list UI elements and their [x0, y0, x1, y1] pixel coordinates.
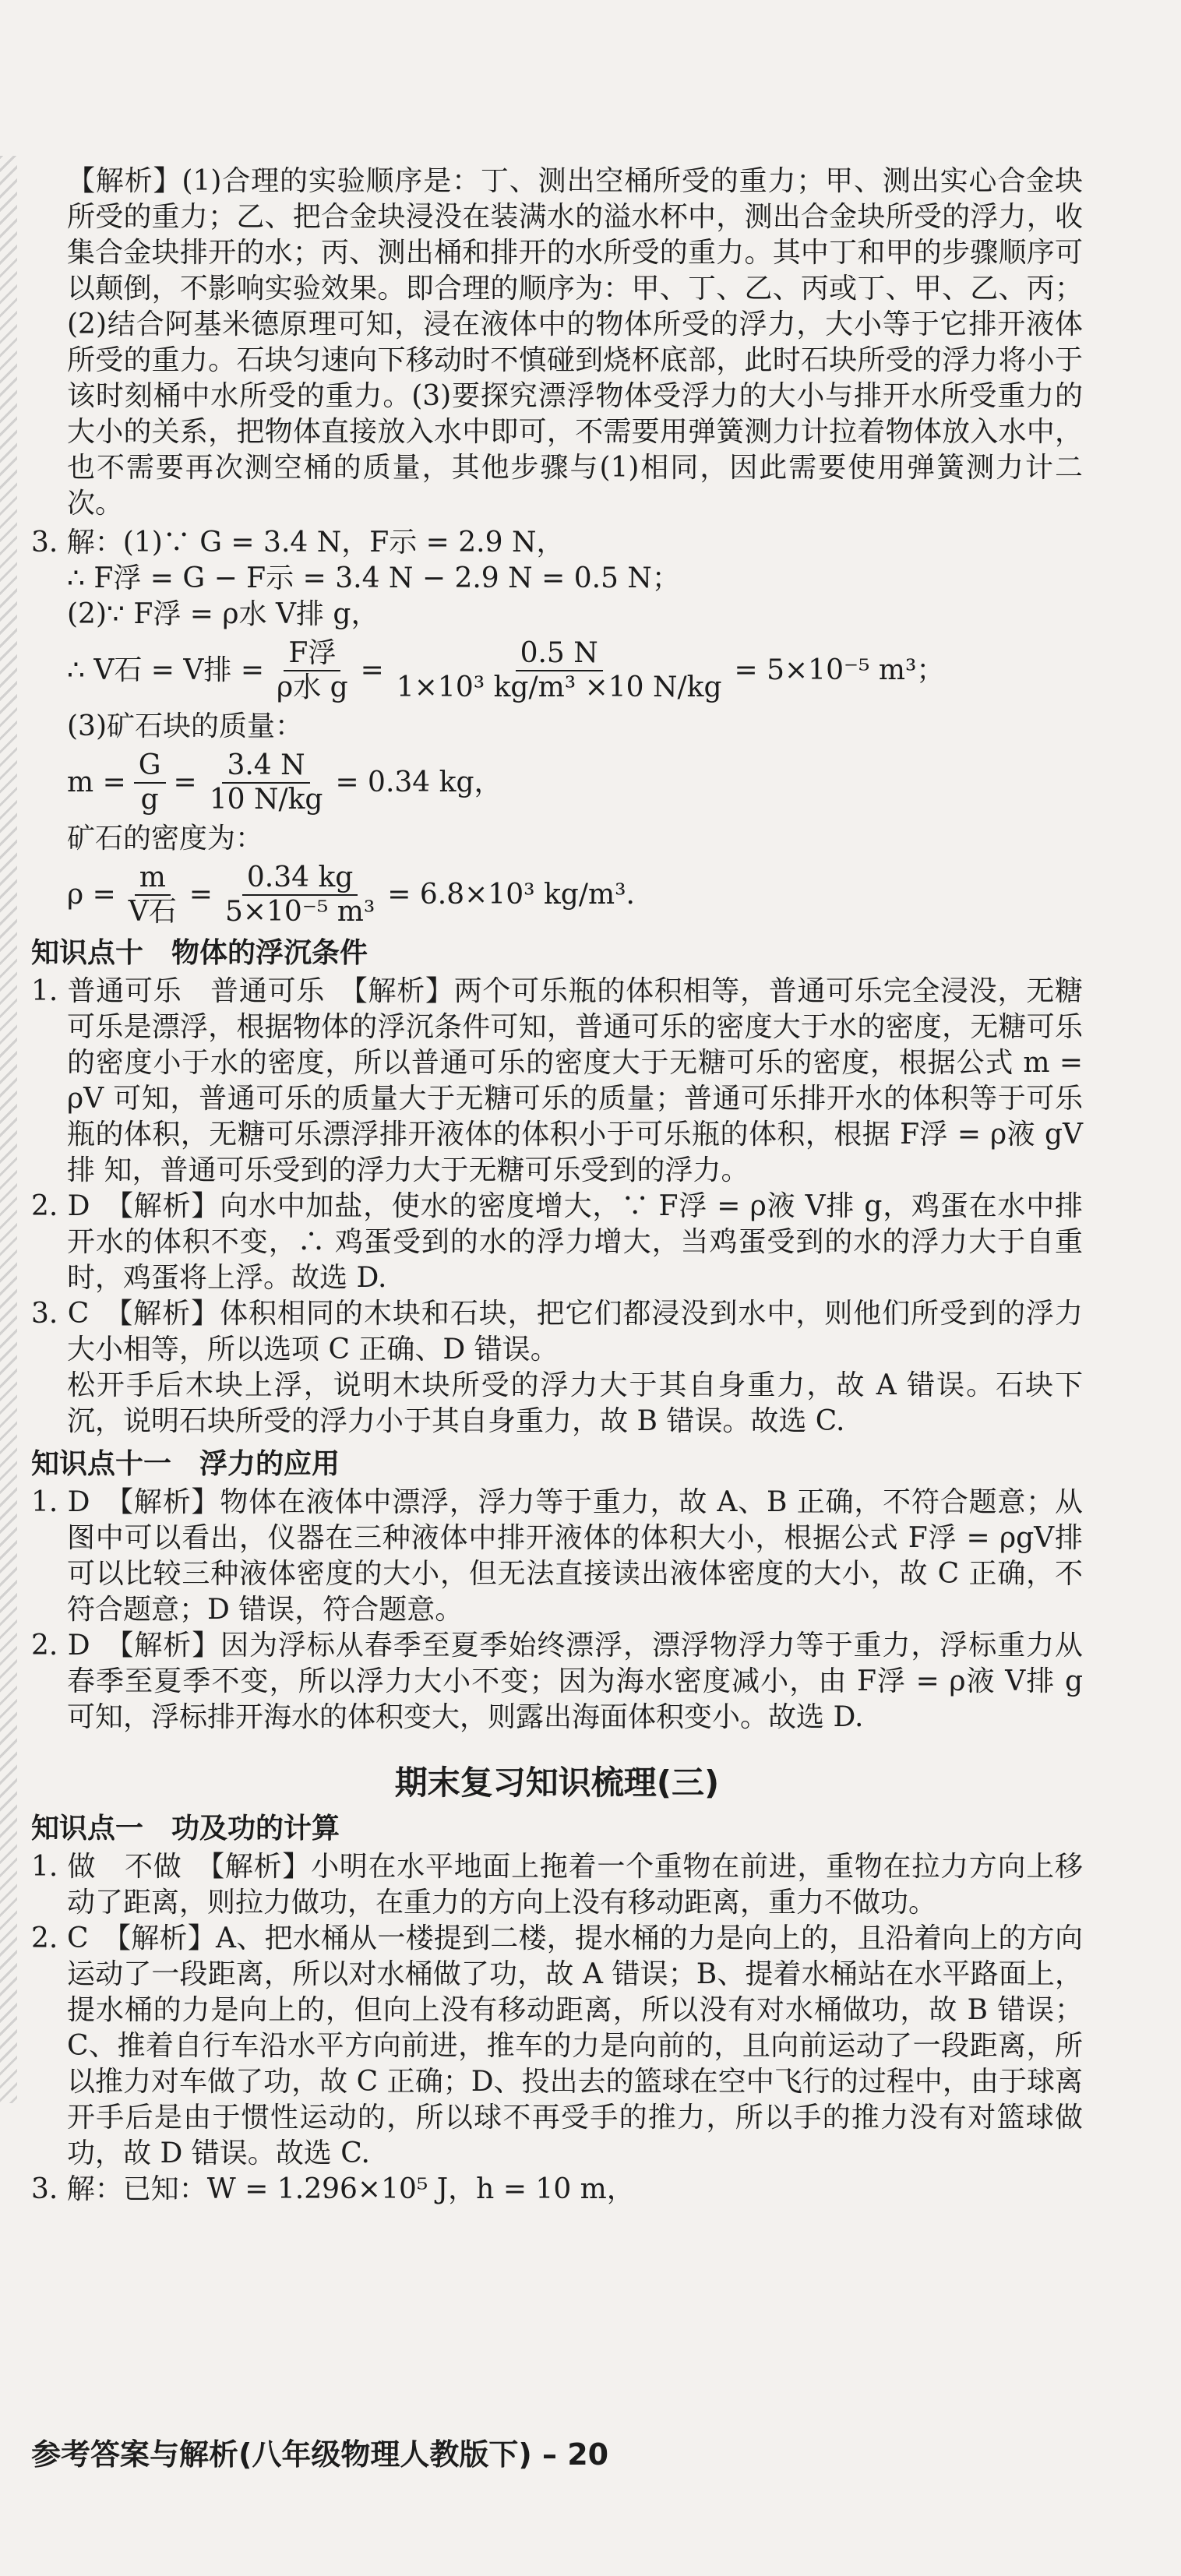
q3-line7: 矿石的密度为：	[67, 823, 264, 855]
fraction-numerator: F浮	[284, 637, 340, 671]
page-binding-edge	[0, 156, 17, 2103]
fraction	[220, 862, 379, 929]
fraction-numerator: m	[135, 862, 171, 896]
s10-question-3a: 3. C 【解析】体积相同的木块和石块，把它们都浸没到水中，则他们所受到的浮力大小相等，所以选项 C 正确、D 错误。	[31, 1298, 1083, 1366]
q3-line3: (2)∵ F浮 = ρ水 V排 g，	[67, 598, 379, 630]
section-heading-work: 知识点一 功及功的计算	[31, 1813, 340, 1845]
eq-result: = 6.8×10³ kg/m³.	[387, 879, 635, 911]
s10-question-1: 1. 普通可乐 普通可乐 【解析】两个可乐瓶的体积相等，普通可乐完全浸没，无糖可乐是漂浮，根据物体的浮沉条件可知，普通可乐的密度大于水的密度，无糖可乐的密度小于水的密度，所以普通可乐的密度大于无糖可乐的密度，根据公式 m = ρV 可知，普通可乐的质量大于无糖可乐的质量；普通可乐排开水的体积等于可乐瓶的体积，无糖可乐漂浮排开液体的体积小于可乐瓶的体积，根据 F浮 = ρ液 gV排 知，普通可乐受到的浮力大于无糖可乐受到的浮力。	[31, 975, 1083, 1186]
q2-analysis: 【解析】(1)合理的实验顺序是：丁、测出空桶所受的重力；甲、测出实心合金块所受的重力；乙、把合金块浸没在装满水的溢水杯中，测出合金块所受的浮力，收集合金块排开的水；丙、测出桶和排开的水所受的重力。其中丁和甲的步骤顺序可以颠倒，不影响实验效果。即合理的顺序为：甲、丁、乙、丙或丁、甲、乙、丙；(2)结合阿基米德原理可知，浸在液体中的物体所受的浮力，大小等于它排开液体所受的重力。石块匀速向下移动时不慎碰到烧杯底部，此时石块所受的浮力将小于该时刻桶中水所受的重力。(3)要探究漂浮物体受浮力的大小与排开水所受重力的大小的关系，把物体直接放入水中即可，不需要用弹簧测力计拉着物体放入水中，也不需要再次测空桶的质量，其他步骤与(1)相同，因此需要使用弹簧测力计二次。	[67, 165, 1083, 520]
fraction	[205, 749, 328, 816]
eq-sign: =	[173, 766, 197, 798]
q3-line5: (3)矿石块的质量：	[67, 710, 303, 742]
work-question-3: 3. 解：已知：W = 1.296×10⁵ J，h = 10 m，	[31, 2173, 635, 2205]
eq-prefix: ∴ V石 = V排 =	[67, 654, 265, 686]
q3-density-equation	[31, 862, 1083, 929]
fraction-denominator: V石	[128, 896, 177, 928]
s10-question-3b: 松开手后木块上浮，说明木块所受的浮力大于其自身重力，故 A 错误。石块下沉，说明石块所受的浮力小于其自身重力，故 B 错误。故选 C.	[67, 1369, 1083, 1437]
fraction-denominator: 1×10³ kg/m³ ×10 N/kg	[396, 671, 722, 703]
fraction	[124, 862, 182, 929]
eq-sign: =	[189, 879, 213, 911]
fraction-denominator: ρ水 g	[277, 671, 348, 703]
answer-page	[31, 164, 1083, 2208]
eq-prefix: m =	[67, 766, 126, 798]
q3-volume-equation	[31, 637, 1083, 704]
q3-line2: ∴ F浮 = G − F示 = 3.4 N − 2.9 N = 0.5 N；	[67, 562, 680, 594]
work-question-2: 2. C 【解析】A、把水桶从一楼提到二楼，提水桶的力是向上的，且沿着向上的方向运动了一段距离，所以对水桶做了功，故 A 错误；B、提着水桶站在水平路面上，提水桶的力是向上的，但向上没有移动距离，所以没有对水桶做功，故 B 错误；C、推着自行车沿水平方向前进，推车的力是向前的，且向前运动了一段距离，所以推力对车做了功，故 C 正确；D、投出去的篮球在空中飞行的过程中，由于球离开手后是由于惯性运动的，所以球不再受手的推力，所以手的推力没有对篮球做功，故 D 错误。故选 C.	[31, 1922, 1083, 2169]
fraction-numerator: 3.4 N	[222, 749, 309, 784]
section-heading-11: 知识点十一 浮力的应用	[31, 1448, 340, 1480]
fraction-denominator: g	[140, 784, 159, 816]
fraction	[134, 749, 166, 816]
s11-question-2: 2. D 【解析】因为浮标从春季至夏季始终漂浮，漂浮物浮力等于重力，浮标重力从春季至夏季不变，所以浮力大小不变；因为海水密度减小，由 F浮 = ρ液 V排 g 可知，浮标排开海水的体积变大，则露出海面体积变小。故选 D.	[31, 1630, 1083, 1733]
chapter-title: 期末复习知识梳理(三)	[394, 1764, 720, 1802]
q3-line1: 3. 解：(1)∵ G = 3.4 N，F示 = 2.9 N，	[31, 527, 565, 559]
work-question-1: 1. 做 不做 【解析】小明在水平地面上拖着一个重物在前进，重物在拉力方向上移动了距离，则拉力做功，在重力的方向上没有移动距离，重力不做功。	[31, 1851, 1083, 1919]
eq-prefix: ρ =	[67, 879, 116, 911]
fraction-numerator: 0.5 N	[516, 637, 603, 671]
fraction-denominator: 5×10⁻⁵ m³	[224, 896, 375, 928]
eq-sign: =	[360, 654, 384, 686]
fraction-denominator: 10 N/kg	[209, 784, 323, 816]
q3-mass-equation	[31, 749, 1083, 816]
fraction-numerator: 0.34 kg	[242, 862, 358, 896]
fraction	[272, 637, 353, 704]
eq-result: = 5×10⁻⁵ m³；	[734, 654, 945, 686]
eq-result: = 0.34 kg，	[335, 766, 502, 798]
fraction	[392, 637, 727, 704]
fraction-numerator: G	[134, 749, 166, 784]
section-heading-10: 知识点十 物体的浮沉条件	[31, 937, 368, 969]
page-footer: 参考答案与解析(八年级物理人教版下) – 20	[31, 2437, 609, 2472]
s11-question-1: 1. D 【解析】物体在液体中漂浮，浮力等于重力，故 A、B 正确，不符合题意；从图中可以看出，仪器在三种液体中排开液体的体积大小，根据公式 F浮 = ρgV排 可以比较三种液体密度的大小，但无法直接读出液体密度的大小，故 C 正确，不符合题意；D 错误，符合题意。	[31, 1486, 1083, 1626]
s10-question-2: 2. D 【解析】向水中加盐，使水的密度增大，∵ F浮 = ρ液 V排 g，鸡蛋在水中排开水的体积不变，∴ 鸡蛋受到的水的浮力增大，当鸡蛋受到的水的浮力大于自重时，鸡蛋将上浮。故选 D.	[31, 1190, 1083, 1294]
